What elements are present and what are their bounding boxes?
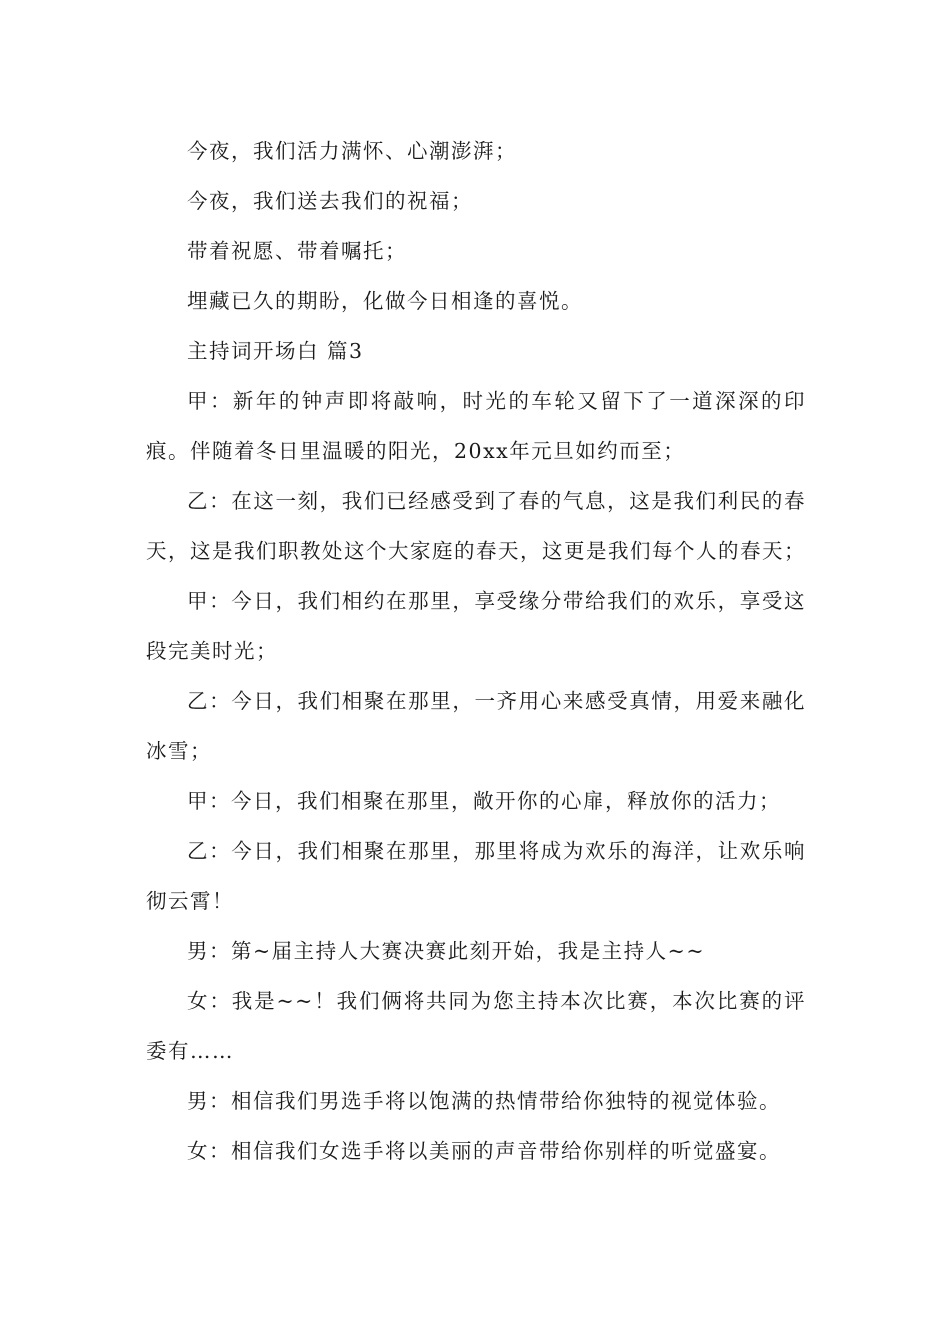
paragraph: 女：我是~~！我们俩将共同为您主持本次比赛，本次比赛的评委有…… <box>146 989 806 1063</box>
paragraph: 带着祝愿、带着嘱托； <box>187 239 407 263</box>
paragraph: 男：相信我们男选手将以饱满的热情带给你独特的视觉体验。 <box>187 1089 781 1113</box>
paragraph: 今夜，我们送去我们的祝福； <box>187 189 473 213</box>
paragraph: 今夜，我们活力满怀、心潮澎湃； <box>187 139 517 163</box>
paragraph: 乙：今日，我们相聚在那里，一齐用心来感受真情，用爱来融化冰雪； <box>146 689 806 763</box>
paragraph: 甲：今日，我们相聚在那里，敞开你的心扉，释放你的活力； <box>187 789 781 813</box>
paragraph: 男：第~届主持人大赛决赛此刻开始，我是主持人~~ <box>187 939 706 963</box>
paragraph: 女：相信我们女选手将以美丽的声音带给你别样的听觉盛宴。 <box>187 1139 781 1163</box>
paragraph: 乙：今日，我们相聚在那里，那里将成为欢乐的海洋，让欢乐响彻云霄！ <box>146 839 806 913</box>
paragraph: 甲：新年的钟声即将敲响，时光的车轮又留下了一道深深的印痕。伴随着冬日里温暖的阳光，20xx年元旦如约而至； <box>146 389 806 463</box>
paragraph: 乙：在这一刻，我们已经感受到了春的气息，这是我们利民的春天，这是我们职教处这个大家庭的春天，这更是我们每个人的春天； <box>146 489 806 563</box>
document-body <box>146 126 806 1176</box>
paragraph: 甲：今日，我们相约在那里，享受缘分带给我们的欢乐，享受这段完美时光； <box>146 589 806 663</box>
paragraph: 埋藏已久的期盼，化做今日相逢的喜悦。 <box>187 289 583 313</box>
section-heading: 主持词开场白 篇3 <box>187 339 364 363</box>
